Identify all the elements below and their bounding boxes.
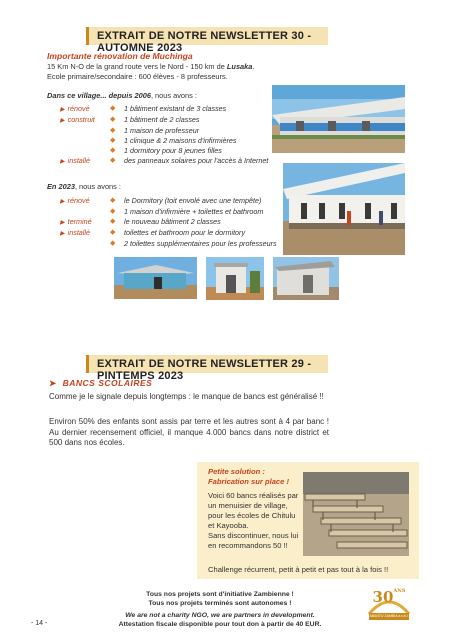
solution-title: Petite solution : Fabrication sur place ! xyxy=(208,467,290,486)
list-item: ▶ installé ◆ toilettes et bathroom pour le dormitory xyxy=(60,228,246,237)
list-item: ◆ 1 maison de professeur xyxy=(110,126,200,135)
newsletter-29-banner: EXTRAIT DE NOTRE NEWSLETTER 29 - PINTEMPS 2023 xyxy=(86,355,328,373)
triangle-bullet-icon: ▶ xyxy=(60,220,65,226)
photo-school-benches xyxy=(303,472,409,556)
triangle-bullet-icon: ▶ xyxy=(60,118,65,124)
diamond-bullet-icon: ◆ xyxy=(110,208,116,215)
bancs-para1: Comme je le signale depuis longtemps : le manque de bancs est généralisé !! xyxy=(49,392,324,401)
footer-partners: We are not a charity NGO, we are partners in development. Attestation fiscale disponible pour tout don à partir de 40 EUR. xyxy=(118,612,322,628)
abantu-30-logo: $30^{ANS}$ ABANTU ZAMBIA a.s.b.l. xyxy=(369,588,409,618)
list-item: ▶ rénové ◆ le Dormitory (toit envolé avec une tempête) xyxy=(60,196,262,205)
list-2023 xyxy=(60,196,310,249)
list-item: ▶ terminé ◆ le nouveau bâtiment 2 classes xyxy=(60,217,221,226)
bancs-para2: Environ 50% des enfants sont assis par terre et les autres sont à 4 par banc ! Au dernier recensement officiel, il manque 4.000 bancs dans notre district et 500 dans nos écoles. xyxy=(49,417,329,447)
bancs-heading: ➤ BANCS SCOLAIRES xyxy=(49,378,153,388)
list-item: ◆ 2 toilettes supplémentaires pour les professeurs xyxy=(110,239,277,248)
triangle-bullet-icon: ▶ xyxy=(60,231,65,237)
chevron-right-icon: ➤ xyxy=(49,378,57,388)
photo-classroom-block xyxy=(272,85,405,153)
list-item: ◆ 1 maison d'infirmière + toilettes et bathroom xyxy=(110,207,264,216)
diamond-bullet-icon: ◆ xyxy=(110,105,116,112)
diamond-bullet-icon: ◆ xyxy=(110,197,116,204)
photo-new-building xyxy=(283,163,405,255)
intro-2006: Dans ce village... depuis 2006, nous avons : xyxy=(47,91,197,100)
section1-heading: Importante rénovation de Muchinga xyxy=(47,51,193,61)
list-item: ◆ 1 dormitory pour 8 jeunes filles xyxy=(110,146,222,155)
solution-text: Voici 60 bancs réalisés par un menuisier de village, pour les écoles de Chitulu et Kayooba. Sans discontinuer, nous lui en recommandons 50 !! xyxy=(208,491,299,550)
page-number: - 14 - xyxy=(31,620,48,627)
solution-challenge: Challenge récurrent, petit à petit et pas tout à la fois !! xyxy=(208,565,389,574)
list-2006 xyxy=(60,104,300,167)
diamond-bullet-icon: ◆ xyxy=(110,147,116,154)
newsletter-30-banner: EXTRAIT DE NOTRE NEWSLETTER 30 - AUTOMNE 2023 xyxy=(86,27,328,45)
list-item: ▶ rénové ◆ 1 bâtiment existant de 3 classes xyxy=(60,104,227,113)
list-item: ▶ installé ◆ des panneaux solaires pour l'accès à Internet xyxy=(60,156,269,165)
diamond-bullet-icon: ◆ xyxy=(110,137,116,144)
photo-bathroom-block xyxy=(273,257,339,300)
list-item: ▶ construit ◆ 1 bâtiment de 2 classes xyxy=(60,115,200,124)
diamond-bullet-icon: ◆ xyxy=(110,127,116,134)
location-info: 15 Km N-O de la grand route vers le Nord - 150 km de Lusaka. Ecole primaire/secondaire : 600 élèves - 8 professeurs. xyxy=(47,62,255,81)
triangle-bullet-icon: ▶ xyxy=(60,107,65,113)
diamond-bullet-icon: ◆ xyxy=(110,116,116,123)
footer-initiatives: Tous nos projets sont d'initiative Zambienne ! Tous nos projets terminés sont autonomes ! xyxy=(146,591,294,607)
diamond-bullet-icon: ◆ xyxy=(110,240,116,247)
photo-toilet-block xyxy=(206,257,264,300)
triangle-bullet-icon: ▶ xyxy=(60,159,65,165)
photo-blue-house xyxy=(114,257,197,299)
intro-2023: En 2023, nous avons : xyxy=(47,182,121,191)
diamond-bullet-icon: ◆ xyxy=(110,218,116,225)
triangle-bullet-icon: ▶ xyxy=(60,199,65,205)
list-item: ◆ 1 clinique & 2 maisons d'infirmières xyxy=(110,136,237,145)
diamond-bullet-icon: ◆ xyxy=(110,229,116,236)
diamond-bullet-icon: ◆ xyxy=(110,157,116,164)
